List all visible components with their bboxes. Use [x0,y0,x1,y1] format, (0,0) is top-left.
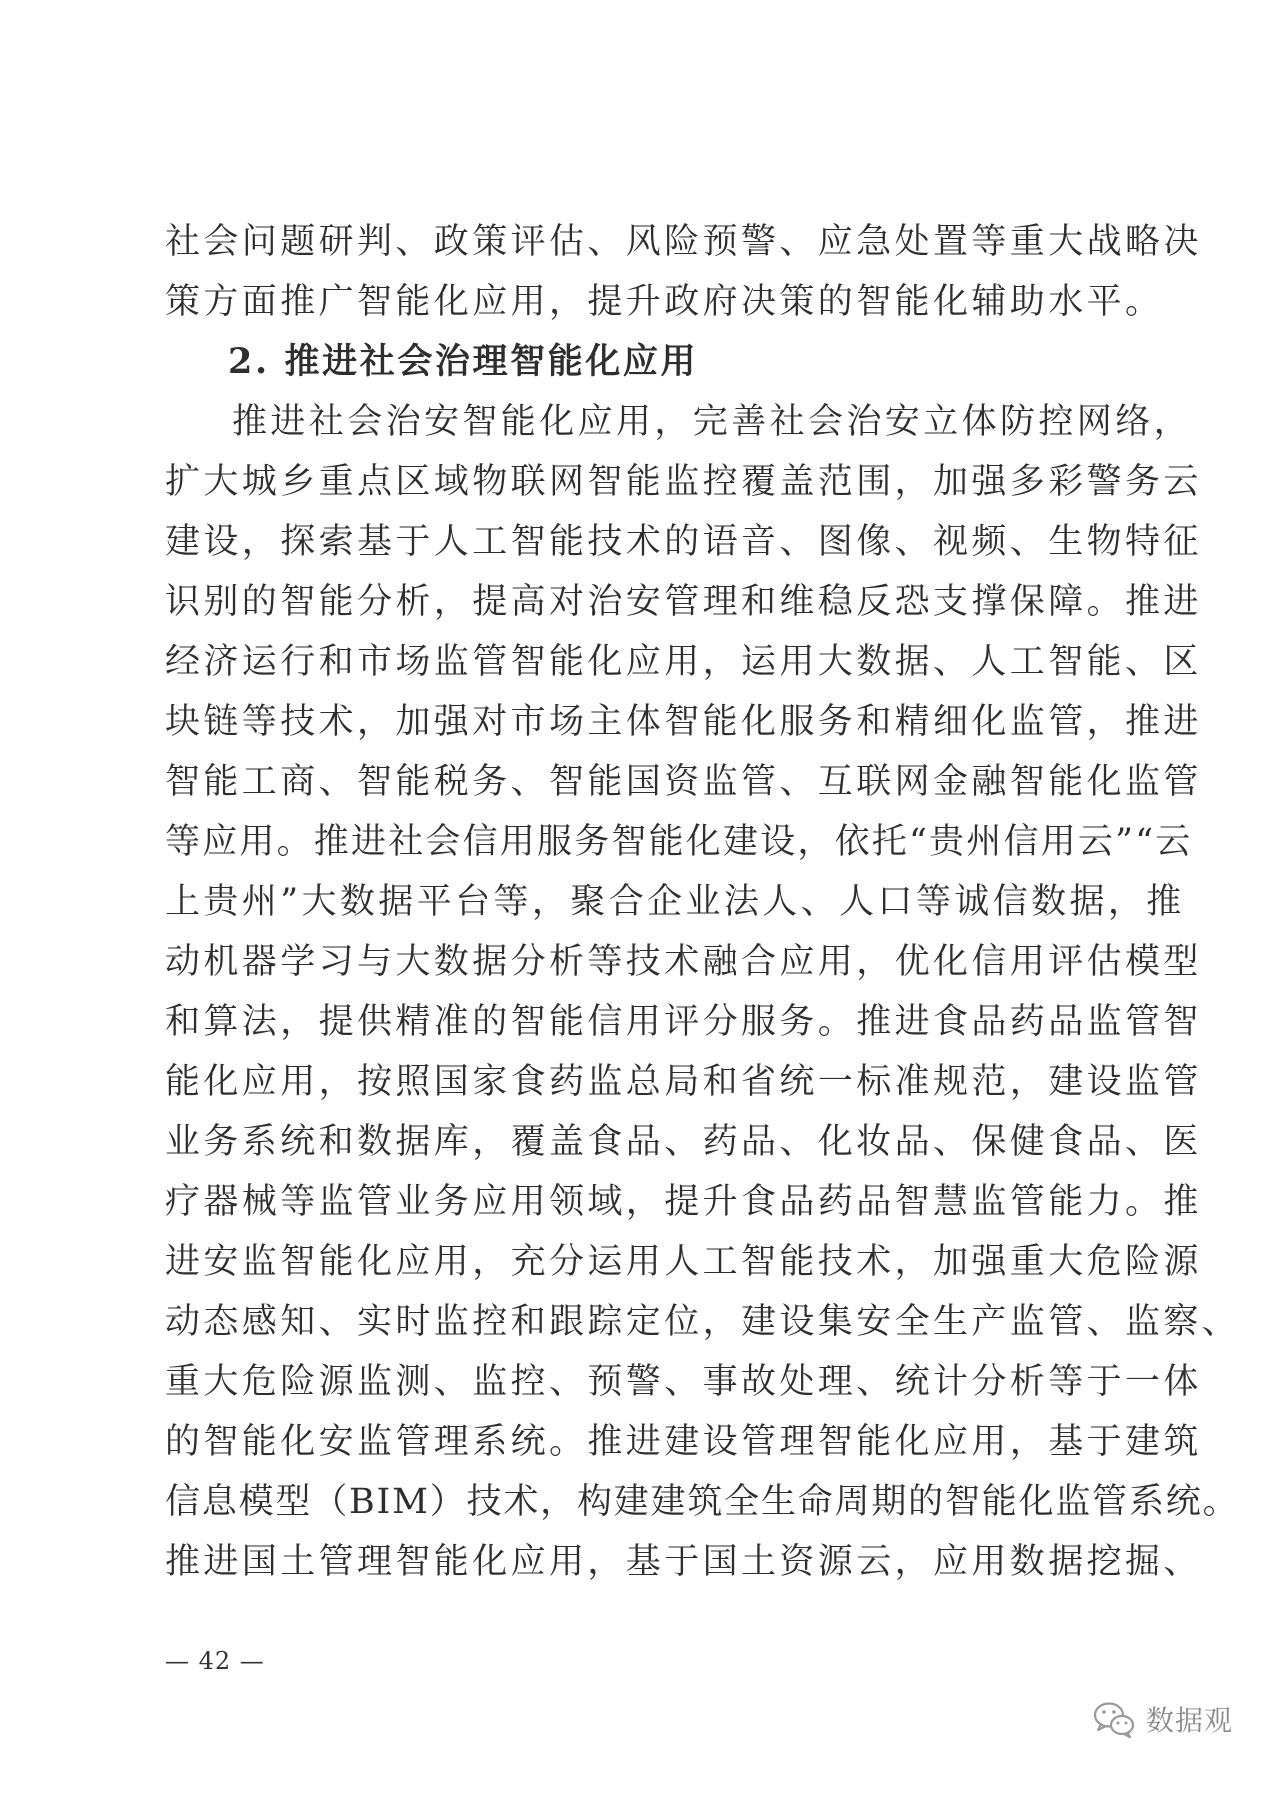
text-line: 识别的智能分析，提高对治安管理和维稳反恐支撑保障。推进 [165,582,1202,622]
text-line: 能化应用，按照国家食药监总局和省统一标准规范，建设监管 [165,1062,1202,1102]
text-line: 进安监智能化应用，充分运用人工智能技术，加强重大危险源 [165,1242,1202,1282]
text-line: 动态感知、实时监控和跟踪定位，建设集安全生产监管、监察、 [165,1302,1241,1342]
text-line: 动机器学习与大数据分析等技术融合应用，优化信用评估模型 [165,942,1202,982]
wechat-icon [1092,1699,1136,1739]
text-line: 智能工商、智能税务、智能国资监管、互联网金融智能化监管 [165,762,1202,802]
page-number: — 42 — [165,1647,265,1675]
text-line: 扩大城乡重点区域物联网智能监控覆盖范围，加强多彩警务云 [165,462,1202,502]
text-line: 经济运行和市场监管智能化应用，运用大数据、人工智能、区 [165,642,1202,682]
text-line: 和算法，提供精准的智能信用评分服务。推进食品药品监管智 [165,1002,1202,1042]
text-line: 社会问题研判、政策评估、风险预警、应急处置等重大战略决 [165,222,1202,262]
text-line: 块链等技术，加强对市场主体智能化服务和精细化监管，推进 [165,702,1202,742]
text-line: 的智能化安监管理系统。推进建设管理智能化应用，基于建筑 [165,1422,1202,1462]
text-line: 业务系统和数据库，覆盖食品、药品、化妆品、保健食品、医 [165,1122,1202,1162]
text-line: 上贵州”大数据平台等，聚合企业法人、人口等诚信数据，推 [165,882,1185,922]
text-line: 策方面推广智能化应用，提升政府决策的智能化辅助水平。 [165,282,1164,322]
text-line: 建设，探索基于人工智能技术的语音、图像、视频、生物特征 [165,522,1202,562]
watermark [1092,1697,1233,1741]
watermark-text: 数据观 [1146,1704,1234,1737]
text-line: 等应用。推进社会信用服务智能化建设，依托“贵州信用云”“云 [165,822,1193,862]
text-line: 重大危险源监测、监控、预警、事故处理、统计分析等于一体 [165,1362,1202,1402]
text-line: 推进国土管理智能化应用，基于国土资源云，应用数据挖掘、 [165,1542,1202,1582]
section-heading: 2. 推进社会治理智能化应用 [228,341,699,382]
paragraph-first-line: 推进社会治安智能化应用，完善社会治安立体防控网络， [232,402,1193,442]
text-line: 信息模型（BIM）技术，构建建筑全生命周期的智能化监管系统。 [165,1482,1240,1522]
text-line: 疗器械等监管业务应用领域，提升食品药品智慧监管能力。推 [165,1182,1202,1222]
